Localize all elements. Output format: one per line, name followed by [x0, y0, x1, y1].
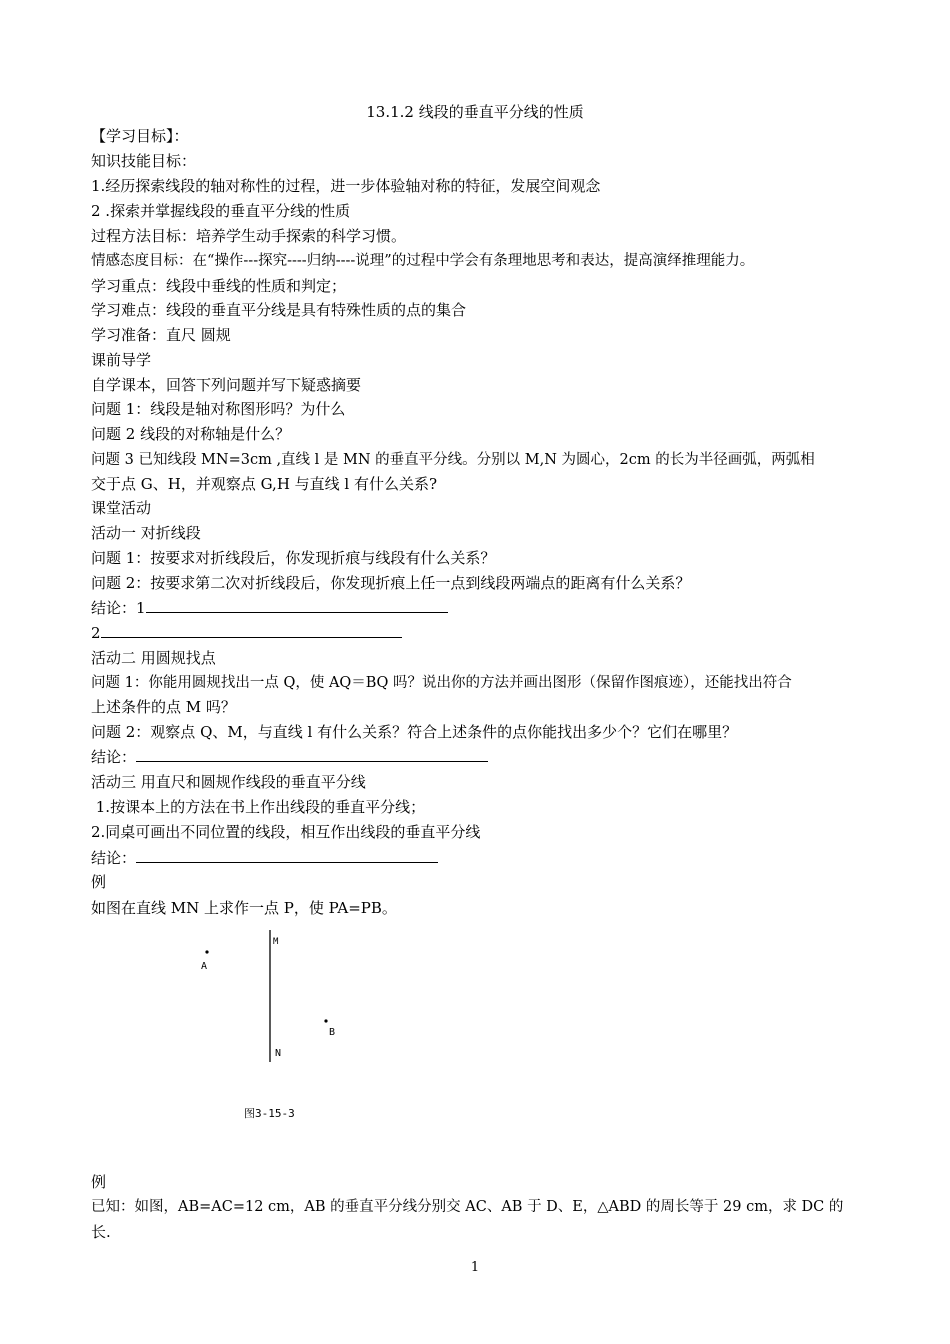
point-b — [324, 1019, 327, 1022]
activity-heading: 活动二 用圆规找点 — [91, 649, 216, 667]
answer-blank[interactable] — [136, 747, 488, 762]
text-line: 问题 2 线段的对称轴是什么？ — [91, 425, 291, 443]
conclusion-line — [91, 598, 448, 618]
text-line: 自学课本，回答下列问题并写下疑惑摘要 — [91, 376, 362, 394]
label-m: M — [273, 937, 279, 947]
conclusion-label: 2 — [91, 624, 101, 642]
text-line: 知识技能目标： — [91, 152, 197, 170]
text-line: 学习重点：线段中垂线的性质和判定； — [91, 277, 347, 295]
conclusion-label: 结论： — [91, 849, 137, 867]
conclusion-line — [91, 848, 438, 868]
label-a: A — [201, 961, 208, 972]
text-line: 问题 2：按要求第二次对折线段后，你发现折痕上任一点到线段两端点的距离有什么关系？ — [91, 574, 691, 592]
text-line: 学习准备：直尺 圆规 — [91, 326, 231, 344]
text-line: 如图在直线 MN 上求作一点 P，使 PA=PB。 — [91, 899, 397, 917]
text-line: 过程方法目标：培养学生动手探索的科学习惯。 — [91, 227, 407, 245]
label-n: N — [275, 1048, 282, 1059]
text-line: 交于点 G、H，并观察点 G,H 与直线 l 有什么关系? — [91, 475, 438, 493]
conclusion-label: 结论： — [91, 748, 137, 766]
text-line: 长. — [91, 1223, 111, 1241]
label-b: B — [329, 1027, 336, 1038]
text-line: 2 .探索并掌握线段的垂直平分线的性质 — [91, 202, 351, 220]
point-a — [205, 950, 208, 953]
text-line: 问题 1：按要求对折线段后，你发现折痕与线段有什么关系？ — [91, 549, 496, 567]
text-line: 1.经历探索线段的轴对称性的过程，进一步体验轴对称的特征，发展空间观念 — [91, 177, 601, 195]
figure-caption: 图3-15-3 — [244, 1107, 295, 1120]
text-line: 2.同桌可画出不同位置的线段，相互作出线段的垂直平分线 — [91, 823, 481, 841]
section-heading: 课前导学 — [91, 351, 152, 369]
activity-heading: 活动一 对折线段 — [91, 524, 201, 542]
conclusion-line — [91, 747, 488, 767]
text-line: 问题 1：线段是轴对称图形吗？为什么 — [91, 400, 346, 418]
geometry-figure — [0, 920, 950, 1140]
document-title: 13.1.2 线段的垂直平分线的性质 — [366, 103, 584, 121]
text-line: 学习难点：线段的垂直平分线是具有特殊性质的点的集合 — [91, 301, 467, 319]
conclusion-line — [91, 623, 402, 643]
text-line: 上述条件的点 M 吗？ — [91, 698, 236, 716]
answer-blank[interactable] — [101, 623, 402, 638]
page-number: 1 — [470, 1260, 480, 1275]
text-line: 【学习目标】： — [91, 127, 189, 145]
text-line: 问题 3 已知线段 MN=3cm ,直线 l 是 MN 的垂直平分线。分别以 M,N 为圆心，2cm 的长为半径画弧，两弧相 — [91, 452, 815, 468]
text-line: 1.按课本上的方法在书上作出线段的垂直平分线； — [91, 798, 426, 816]
conclusion-label: 结论：1 — [91, 599, 146, 617]
text-line: 情感态度目标：在“操作---探究----归纳----说理”的过程中学会有条理地思考和表达，提高演绎推理能力。 — [91, 253, 755, 269]
answer-blank[interactable] — [146, 598, 448, 613]
answer-blank[interactable] — [136, 848, 438, 863]
example-heading: 例 — [91, 1173, 107, 1191]
text-line: 已知：如图，AB=AC=12 cm，AB 的垂直平分线分别交 AC、AB 于 D、E，△ABD 的周长等于 29 cm，求 DC 的 — [91, 1199, 844, 1215]
activity-heading: 活动三 用直尺和圆规作线段的垂直平分线 — [91, 773, 366, 791]
example-heading: 例 — [91, 873, 107, 891]
text-line: 问题 2：观察点 Q、M，与直线 l 有什么关系？符合上述条件的点你能找出多少个？它们在哪里？ — [91, 723, 738, 741]
text-line: 问题 1：你能用圆规找出一点 Q，使 AQ＝BQ 吗？说出你的方法并画出图形（保留作图痕迹），还能找出符合 — [91, 675, 792, 691]
section-heading: 课堂活动 — [91, 499, 152, 517]
